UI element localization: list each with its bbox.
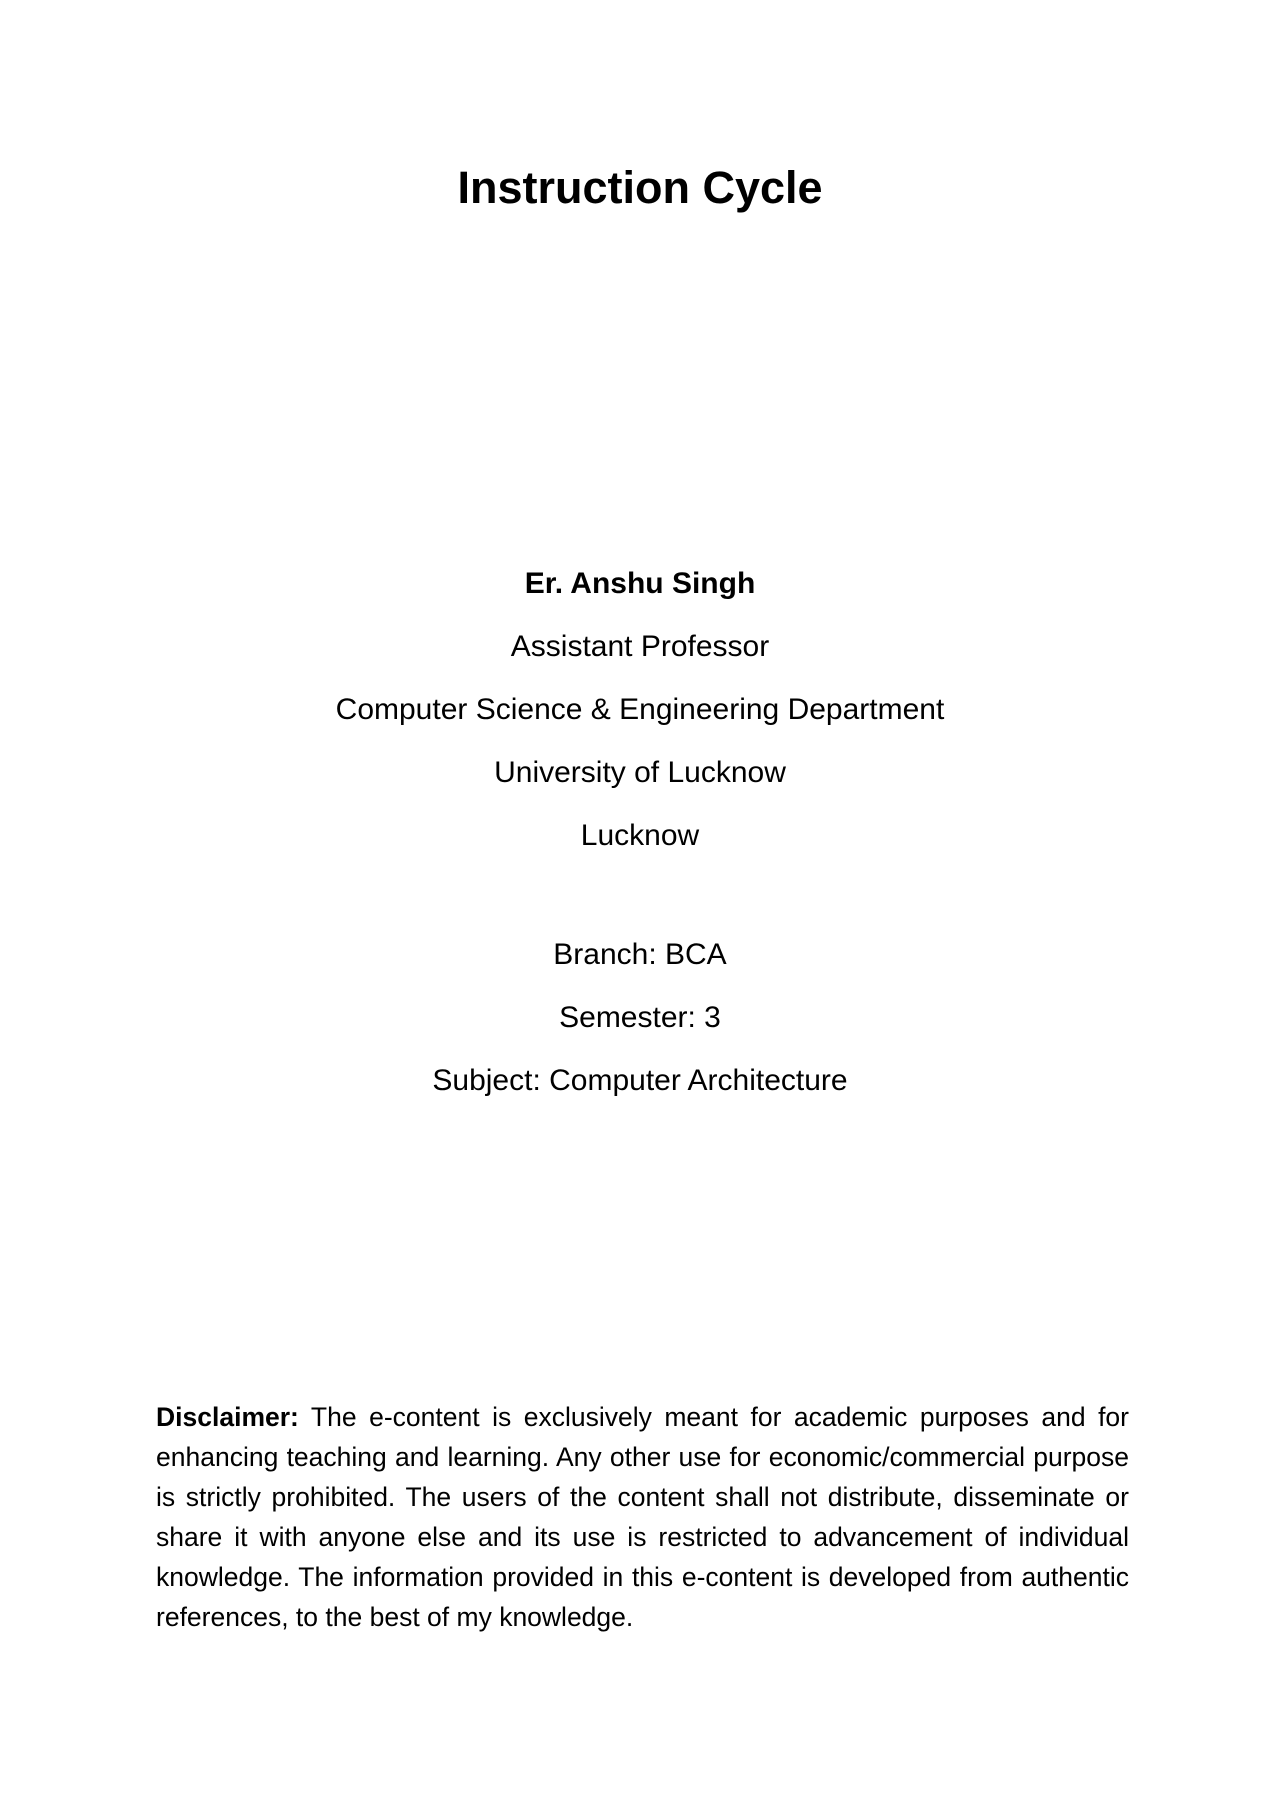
disclaimer-label: Disclaimer:: [156, 1401, 299, 1432]
course-block: [0, 923, 1280, 1112]
author-name: Er. Anshu Singh: [524, 567, 756, 600]
course-branch: Branch: BCA: [553, 938, 727, 971]
disclaimer-text: The e-content is exclusively meant for academic purposes and for enhancing teaching and learning. Any other use for economic/commercial purpose is strictly prohibited. The users of the content shall not distribute, disseminate or share it with anyone else and its use is restricted to advancement of individual knowledge. The information provided in this e-content is developed from authentic references, to the best of my knowledge.: [156, 1401, 1129, 1632]
course-subject: Subject: Computer Architecture: [432, 1064, 848, 1097]
course-semester: Semester: 3: [559, 1001, 721, 1034]
disclaimer-paragraph: [156, 1397, 1129, 1637]
document-title: Instruction Cycle: [457, 162, 823, 213]
author-city: Lucknow: [580, 819, 700, 852]
author-department: Computer Science & Engineering Department: [335, 693, 945, 726]
author-university: University of Lucknow: [494, 756, 786, 789]
author-block: [0, 552, 1280, 867]
author-designation: Assistant Professor: [510, 630, 770, 663]
